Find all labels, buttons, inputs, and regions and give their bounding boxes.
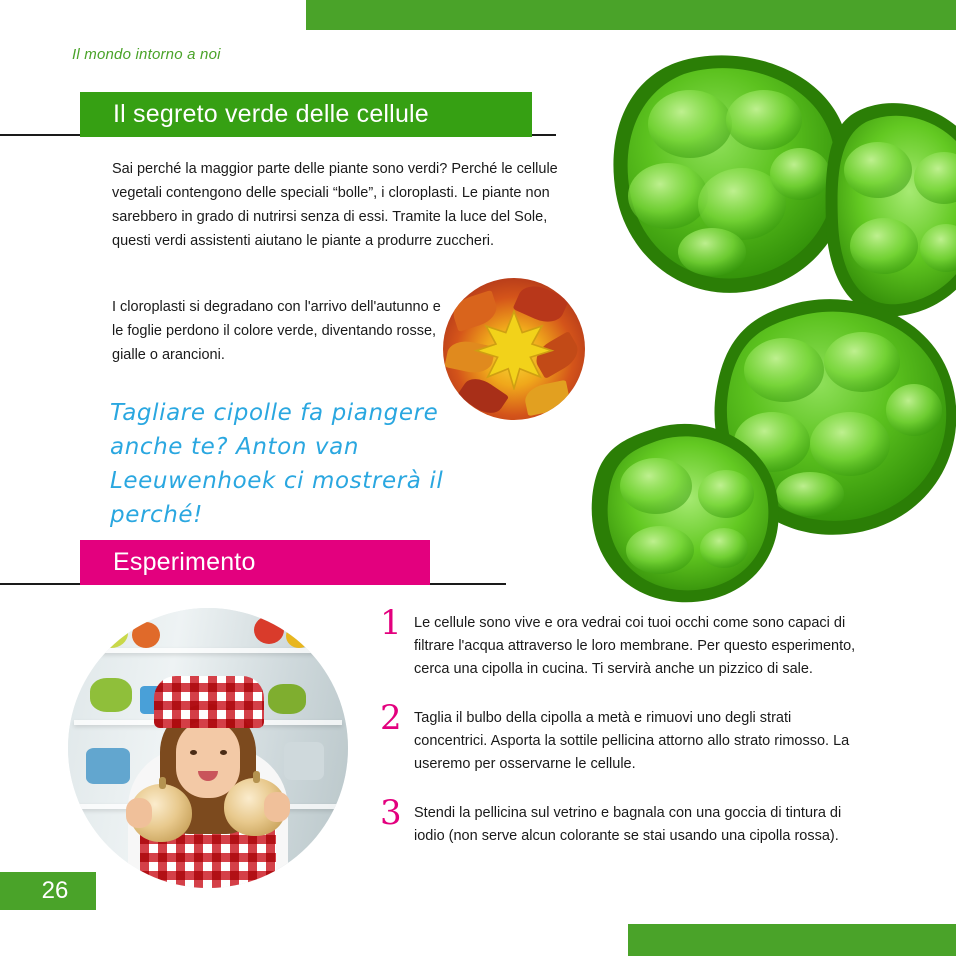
page-number: 26: [0, 872, 96, 910]
experiment-steps: [380, 603, 860, 870]
girl-face: [176, 720, 240, 798]
step-number: 2: [380, 698, 402, 738]
section-title-text: Il segreto verde delle cellule: [113, 100, 429, 128]
step-text: Stendi la pellicina sul vetrino e bagnala con una goccia di tintura di iodio (non serve alcun colorante se stai usando una cipolla rossa).: [414, 805, 842, 844]
paragraph-autumn: I cloroplasti si degradano con l'arrivo dell'autunno e le foglie perdono il colore verde, diventando rosse, gialle o arancioni.: [112, 299, 441, 363]
experiment-step: [380, 698, 860, 776]
step-number: 1: [380, 603, 402, 643]
paragraph-intro: Sai perché la maggior parte delle piante sono verdi? Perché le cellule vegetali contengono delle speciali “bolle”, i cloroplasti. Le piante non sarebbero in grado di nutrirsi senza di essi. Tramite la luce del Sole, questi verdi assistenti aiutano le piante a produrre zuccheri.: [112, 161, 558, 249]
girl-with-onions-photo: [68, 608, 348, 888]
chef-hat: [154, 676, 264, 728]
girl-hand-left: [126, 798, 152, 828]
section-title-banner: [80, 92, 532, 137]
handwritten-note: Tagliare cipolle fa piangere anche te? Anton van Leeuwenhoek ci mostrerà il perché!: [110, 400, 444, 528]
experiment-title-text: Esperimento: [113, 548, 256, 576]
girl-hand-right: [264, 792, 290, 822]
experiment-title-banner: [80, 540, 430, 585]
girl-eye-right: [220, 750, 227, 755]
girl-eye-left: [190, 750, 197, 755]
eyebrow-text: Il mondo intorno a noi: [72, 46, 221, 63]
experiment-step: [380, 603, 860, 681]
step-text: Taglia il bulbo della cipolla a metà e rimuovi uno degli strati concentrici. Asporta la sottile pellicina attorno allo strato rimosso. La useremo per osservarne le cellule.: [414, 710, 850, 772]
bottom-green-bar: [628, 924, 956, 956]
step-number: 3: [380, 793, 402, 833]
chloroplast-cells-illustration: [560, 24, 956, 604]
experiment-step: [380, 793, 860, 848]
step-text: Le cellule sono vive e ora vedrai coi tuoi occhi come sono capaci di filtrare l'acqua attraverso le loro membrane. Per questo esperimento, cerca una cipolla in cucina. Ti servirà anche un pizzico di sale.: [414, 615, 856, 677]
